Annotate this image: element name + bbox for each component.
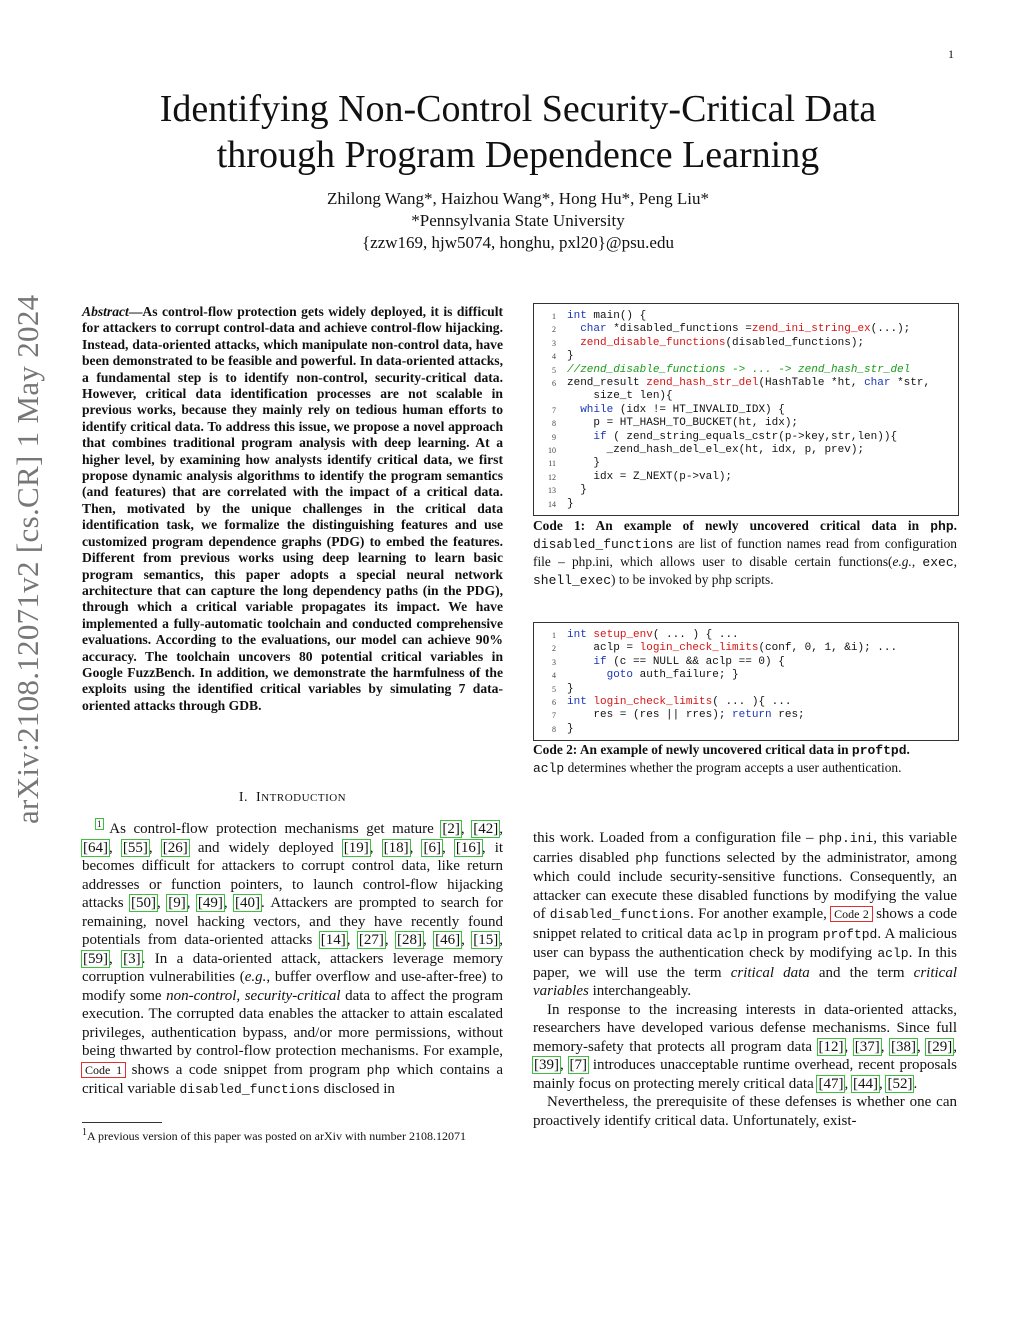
text: . In a data-oriented attack, attackers leverage memory corruption vulnerabilities ( <box>82 950 503 985</box>
text: . For another example, <box>690 906 832 922</box>
code-token: res = (res || rres); <box>567 709 733 722</box>
code-term: proftpd <box>851 743 907 758</box>
code-token: ( zend_string_equals_cstr(p->key,str,len)){ <box>606 430 898 443</box>
code-keyword: if <box>593 430 607 443</box>
code-function: zend_ini_string_ex <box>751 323 871 336</box>
code-token: p = HT_HASH_TO_BUCKET(ht, idx); <box>567 417 799 430</box>
citation[interactable]: [12] <box>818 1038 844 1055</box>
line-number: 4 <box>552 671 556 681</box>
code-text <box>567 696 791 709</box>
code-token: auth_failure; } <box>633 669 739 682</box>
code-text <box>567 457 600 470</box>
code-function: zend_hash_str_del <box>646 377 759 390</box>
line-number <box>534 390 567 403</box>
footnote-link[interactable]: 1 <box>97 819 102 829</box>
code-text <box>567 310 646 323</box>
code-token <box>567 656 593 668</box>
code-text <box>567 642 897 655</box>
text: in program <box>747 925 823 942</box>
code-term: php <box>635 850 659 866</box>
text: As control-flow protection mechanisms get mature <box>102 821 442 837</box>
citation[interactable]: [40] <box>235 895 261 911</box>
citation[interactable]: [37] <box>854 1038 880 1055</box>
code-token: (c == NULL && aclp == 0) { <box>606 655 785 668</box>
citation[interactable]: [49] <box>197 895 223 911</box>
code-text <box>567 323 910 336</box>
text: this work. Loaded from a configuration file – <box>533 830 819 846</box>
citation[interactable]: [9] <box>168 895 186 911</box>
citation[interactable]: [44] <box>852 1075 878 1092</box>
code-token: (conf, 0, 1, &i); ... <box>758 642 898 655</box>
code-text <box>567 471 732 484</box>
citation[interactable]: [42] <box>473 821 499 837</box>
citation[interactable]: [19] <box>343 839 369 856</box>
code-function: login_check_limits <box>593 696 713 709</box>
line-number: 10 <box>548 446 556 456</box>
citation[interactable]: [7] <box>569 1057 588 1073</box>
code-term: disabled_functions <box>533 537 674 552</box>
line-number: 11 <box>548 459 556 469</box>
code-keyword: char <box>864 377 891 390</box>
code-line <box>534 310 958 323</box>
code-term: exec <box>922 555 954 570</box>
code-line <box>534 417 958 430</box>
text: Nevertheless, the prerequisite of these defenses is whether one can proactively identify critical data. Unfortunately, exist- <box>533 1094 957 1129</box>
code-token: } <box>567 722 574 735</box>
line-number: 2 <box>552 644 556 654</box>
code-token: *disabled_functions = <box>606 323 752 336</box>
introduction-text: $^1$ As control-flow protection mechanisms get mature [2], [42], [64], [55], [26] and widely deployed [19], [18], [6], [16], it becomes difficult for attackers to corrupt control data, like return addresses or function pointers, to launch control-flow hijacking attacks [50], [9], [49], [40]. Attackers are prompted to search for remaining, novel hacking vectors, and they have recently found potentials from data-oriented attacks [14], [27], [28], [46], [15], [59], [3]. In a data-oriented attack, attackers leverage memory corruption vulnerabilities (e.g., buffer overflow and use-after-free) to modify some non-control, security-critical data to affect the program execution. The corrupted data enables the attacker to attain escalated privileges, authentication bypass, and/or more permissions, without being thwarted by control-flow protection mechanisms. For example, Code 1 shows a code snippet from program php which contains a critical variable disabled_functions disclosed in <box>82 819 504 1097</box>
text: , this variable carries disabled <box>533 830 957 866</box>
text: disclosed in <box>319 1081 395 1097</box>
text: , it becomes difficult for attackers to corrupt control data, like return addresses or function pointers, to launch control-flow hijacking attacks <box>82 839 504 911</box>
code-keyword: goto <box>606 669 634 682</box>
code-term: aclp <box>533 761 565 776</box>
code-text <box>567 723 574 736</box>
code-token: } <box>567 350 574 363</box>
code-line <box>534 484 958 497</box>
arxiv-identifier[interactable]: arXiv:2108.12071v2 [cs.CR] 1 May 2024 <box>10 294 45 824</box>
code-term: php.ini <box>818 831 874 846</box>
code-2-reference[interactable]: Code 2 <box>831 907 872 921</box>
emails: {zzw169, hjw5074, honghu, pxl20}@psu.edu <box>362 233 674 252</box>
text: critical data <box>730 964 810 981</box>
code-text <box>567 377 930 390</box>
code-line <box>534 431 958 444</box>
paper-title <box>60 86 976 178</box>
code-token: } <box>567 682 574 695</box>
author-list: Zhilong Wang*, Haizhou Wang*, Hong Hu*, Peng Liu* <box>327 189 709 208</box>
text: . In this paper, we will use the term <box>533 945 958 981</box>
text: . <box>906 742 910 757</box>
line-number: 14 <box>548 499 556 509</box>
section-title-rest: NTRODUCTION <box>261 792 347 804</box>
affiliation: *Pennsylvania State University <box>411 211 625 230</box>
code-line <box>534 723 958 736</box>
code-token <box>567 323 580 335</box>
code-text <box>567 683 574 696</box>
line-number: 2 <box>552 325 556 335</box>
code-text <box>567 484 587 497</box>
citation[interactable]: [64] <box>83 839 108 856</box>
citation[interactable]: [16] <box>455 839 481 856</box>
line-number: 9 <box>552 432 556 442</box>
line-number: 8 <box>552 724 556 734</box>
code-term: disabled_functions <box>179 1082 320 1097</box>
code-token <box>567 404 580 416</box>
code-text <box>567 431 897 444</box>
citation[interactable]: [50] <box>131 895 157 911</box>
code-line <box>534 656 958 669</box>
code-text <box>567 337 864 350</box>
line-number: 1 <box>552 631 556 640</box>
code-line <box>534 337 958 350</box>
code-token: (...); <box>870 323 911 336</box>
line-number: 3 <box>552 338 556 348</box>
abstract-text: —As control-flow protection gets widely deployed, it is difficult for attackers to corrupt control-data and achieve control-flow hijacking. Instead, data-oriented attacks, which manipulate non-control data, have been demonstrated to be feasible and powerful. In data-oriented attacks, a fundamental step is to identify non-control, security-critical data. However, critical data identification processes are not scalable in previous works, because they mainly rely on tedious human efforts to identify critical data. To address this issue, we propose a novel approach that combines traditional program analysis with deep learning. At a higher level, by examining how analysts identify critical data, we first propose dynamic analysis algorithms to identify the program semantics (and features) that are correlated with the impact of a critical data. Then, motivated by the unique challenges in the critical data identification task, we formalize the distinguishing features and use customized program dependence graphs (PDG) to embed the features. Different from previous works using deep learning to learn basic program semantics, this paper adopts a special neural network architecture that can capture the long dependency paths (in the PDG), through which a critical variable propagates its impact. We have implemented a fully-automatic toolchain and conducted comprehensive evaluations. According to the evaluations, our model can achieve 90% accuracy. The toolchain uncovers 80 potential critical variables in Google FuzzBench. In addition, we demonstrate the harmfulness of the exploits using the identified critical variables by simulating 7 data-oriented attacks through GDB. <box>82 304 503 713</box>
code-keyword: return <box>732 709 772 722</box>
page-number: 1 <box>948 47 954 61</box>
code-function: login_check_limits <box>639 642 759 655</box>
caption-title: An example of newly uncovered critical data in <box>585 518 931 533</box>
code-keyword: if <box>593 655 607 668</box>
code-line <box>534 444 958 457</box>
code-line <box>534 323 958 336</box>
code-token <box>567 431 593 443</box>
text: e.g. <box>892 554 912 569</box>
line-number: 5 <box>552 365 556 375</box>
code-token: main() { <box>586 310 647 322</box>
text: and the term <box>809 964 914 981</box>
caption-title: An example of newly uncovered critical data in <box>577 742 852 757</box>
citation[interactable]: [27] <box>358 932 384 948</box>
title-line-1: Identifying Non-Control Security-Critical Data <box>159 88 877 130</box>
citation[interactable]: [15] <box>473 932 499 948</box>
line-number: 3 <box>552 657 556 667</box>
code-token <box>567 669 607 681</box>
code-text <box>567 669 739 682</box>
text: functions selected by the administrator, among which could include security-sensitive functions. Consequently, an attacker can execute these disabled functions by modifying the value of <box>533 849 957 922</box>
citation[interactable]: [18] <box>383 839 409 856</box>
code-listing-1 <box>533 303 959 516</box>
abstract <box>82 304 503 714</box>
code-line <box>534 709 958 722</box>
citation[interactable]: [47] <box>818 1075 844 1092</box>
text: , <box>911 554 923 569</box>
text: critical variables <box>533 964 957 999</box>
text: are list of function names read from configuration file – php.ini, which allows user to disable certain functions( <box>533 536 957 569</box>
text: determines whether the program accepts a user authentication. <box>564 760 902 775</box>
code-token: ( ... ) { ... <box>652 629 739 641</box>
text: , <box>953 554 957 569</box>
caption-label: Code 1: <box>533 518 586 533</box>
section-title-first: I <box>256 790 262 805</box>
code-token: res; <box>771 709 805 722</box>
text: . Attackers are prompted to search for remaining, novel hacking vectors, and they have recently found potentials from data-oriented attacks <box>82 895 504 948</box>
code-term: proftpd <box>822 926 878 942</box>
code-term: disabled_functions <box>549 907 691 922</box>
citation[interactable]: [46] <box>435 932 461 948</box>
text: non-control, security-critical <box>166 987 341 1004</box>
code-line <box>534 498 958 511</box>
code-text <box>567 656 785 669</box>
code-term: php <box>366 1062 391 1078</box>
code-line <box>534 683 958 696</box>
text: and widely deployed <box>188 839 343 856</box>
code-keyword: int <box>567 629 587 641</box>
code-token: aclp = <box>567 642 640 655</box>
text: . <box>953 518 957 533</box>
code-text <box>567 444 864 457</box>
citation[interactable]: [55] <box>122 839 148 856</box>
code-token: (disabled_functions); <box>725 336 865 349</box>
code-function: zend_disable_functions <box>580 336 726 349</box>
code-line <box>534 390 958 403</box>
code-listing-2 <box>533 622 959 741</box>
text: which contains a critical variable <box>82 1061 503 1097</box>
code-token: size_t len){ <box>567 390 673 403</box>
code-token: idx = Z_NEXT(p->val); <box>567 470 733 483</box>
code-token: } <box>567 484 587 497</box>
code-2-caption <box>533 741 957 777</box>
code-text <box>567 498 574 511</box>
text: . A malicious user can bypass the authentication check by modifying <box>533 925 958 961</box>
code-term: aclp <box>716 926 748 942</box>
citation[interactable]: [52] <box>887 1075 913 1092</box>
citation[interactable]: [38] <box>891 1038 917 1055</box>
title-line-2: through Program Dependence Learning <box>216 134 820 176</box>
text: data to affect the program execution. The corrupted data enables the attacker to attain escalated privileges, authentication bypass, and/or more permissions, without being thwarted by control-flow protection mechanisms. For example, <box>82 987 503 1059</box>
code-text <box>567 350 574 363</box>
code-keyword: char <box>580 323 607 336</box>
code-token: _zend_hash_del_el_ex(ht, idx, p, prev); <box>567 444 865 457</box>
code-keyword: int <box>567 696 587 709</box>
code-line <box>534 350 958 363</box>
code-line <box>534 642 958 655</box>
code-token: (idx != HT_INVALID_IDX) { <box>613 403 785 416</box>
text: interchangeably. <box>588 983 692 999</box>
code-text <box>567 364 910 377</box>
code-line <box>534 629 958 642</box>
code-token: ( ... ){ ... <box>712 696 792 709</box>
line-number: 7 <box>552 405 556 415</box>
citation[interactable]: [39] <box>534 1057 559 1073</box>
code-text <box>567 404 785 417</box>
code-token: (HashTable *ht, <box>758 377 865 390</box>
text: , buffer overflow and use-after-free) to modify some <box>82 969 503 1004</box>
code-token: } <box>567 497 574 510</box>
text: shows a code snippet from program <box>125 1061 367 1078</box>
code-line <box>534 377 958 390</box>
code-token: } <box>567 457 601 470</box>
line-number: 12 <box>548 472 556 482</box>
section-heading <box>82 790 503 806</box>
line-number: 5 <box>552 684 556 694</box>
code-keyword: while <box>580 403 614 416</box>
citation[interactable]: [3] <box>123 950 141 967</box>
code-text <box>567 390 673 403</box>
text: . <box>913 1075 918 1092</box>
line-number: 6 <box>552 698 556 708</box>
line-number: 6 <box>552 379 556 389</box>
citation[interactable]: [29] <box>927 1038 953 1055</box>
text: introduces unacceptable runtime overhead, recent proposals mainly focus on protecting merely critical data <box>533 1057 957 1092</box>
text: In response to the increasing interests in data-oriented attacks, researchers have developed various defense mechanisms. Since full memory-safety that protects all program data <box>533 1001 957 1055</box>
text: shows a code snippet related to critical data <box>533 906 957 942</box>
citation[interactable]: [6] <box>423 839 441 856</box>
code-keyword: int <box>567 310 587 322</box>
citation[interactable]: [14] <box>320 932 346 948</box>
code-token <box>567 337 580 349</box>
text: e.g. <box>244 969 267 985</box>
code-text <box>567 709 805 722</box>
code-1-caption <box>533 517 957 589</box>
code-term: shell_exec <box>533 573 612 588</box>
code-token: *str, <box>890 377 931 390</box>
code-function: setup_env <box>593 629 653 641</box>
code-term: aclp <box>877 946 909 961</box>
code-token: zend_result <box>567 377 647 390</box>
citation[interactable]: [59] <box>83 950 108 967</box>
caption-label: Code 2: <box>533 742 578 757</box>
code-comment: //zend_disable_functions -> ... -> zend_hash_str_del <box>567 363 911 376</box>
line-number: 1 <box>552 312 556 321</box>
footnote <box>82 1125 503 1144</box>
citation[interactable]: [28] <box>397 932 422 948</box>
abstract-label: Abstract <box>82 304 129 319</box>
line-number: 4 <box>552 352 556 362</box>
section-number: I. <box>238 790 249 805</box>
author-block <box>60 188 976 254</box>
footnote-text: A previous version of this paper was posted on arXiv with number 2108.12071 <box>87 1129 466 1143</box>
code-line <box>534 669 958 682</box>
code-line <box>534 471 958 484</box>
citation[interactable]: [26] <box>162 839 188 856</box>
code-1-reference[interactable]: Code 1 <box>82 1063 125 1077</box>
text: ) to be invoked by php scripts. <box>611 572 774 587</box>
line-number: 7 <box>552 711 556 721</box>
code-line <box>534 364 958 377</box>
footnote-mark: 1 <box>82 1127 87 1138</box>
line-number: 8 <box>552 419 556 429</box>
code-line <box>534 457 958 470</box>
code-line <box>534 696 958 709</box>
footnote-rule <box>82 1122 162 1123</box>
citation[interactable]: [2] <box>442 821 460 837</box>
code-text <box>567 417 798 430</box>
code-term: php <box>930 519 954 534</box>
code-text <box>567 629 739 642</box>
code-line <box>534 404 958 417</box>
line-number: 13 <box>548 486 556 496</box>
right-column-text: this work. Loaded from a configuration file – php.ini, this variable carries disabled php functions selected by the administrator, among which could include security-sensitive functions. Consequently, an attacker can execute these disabled functions by modifying the value of disabled_functions. For another example, Code 2 shows a code snippet related to critical data aclp in program proftpd. A malicious user can bypass the authentication check by modifying aclp. In this paper, we will use the term critical data and the term critical variables interchangeably. In response to the increasing interests in data-oriented attacks, researchers have developed various defense mechanisms. Since full memory-safety that protects all program data [12], [37], [38], [29], [39], [7] introduces unacceptable runtime overhead, recent proposals mainly focus on protecting merely critical data [47], [44], [52]. Nevertheless, the prerequisite of these defenses is whether one can proactively identify critical data. Unfortunately, exist- <box>533 830 958 1129</box>
